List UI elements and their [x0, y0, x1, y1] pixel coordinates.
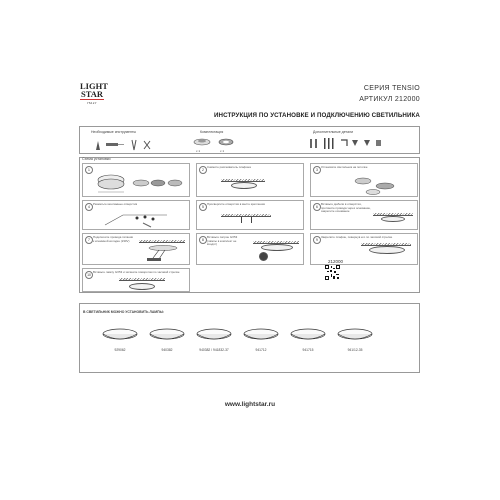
lamp-fixture-2	[149, 328, 185, 344]
step-text: Вставьте лампу GX53 и затяните поворотом по часовой стрелке	[93, 270, 180, 274]
fixture-dimensions-diagram	[95, 170, 189, 196]
lamp-label-4: 941712	[255, 348, 267, 352]
fixture-base	[231, 182, 257, 189]
kit-qty-2: х 1	[220, 149, 225, 153]
lamp-label-6: 941/12-35	[347, 348, 363, 352]
scheme-label: Схема установки	[82, 157, 111, 161]
brand-line-1: LIGHT	[80, 81, 108, 91]
step-text: Вставьте дюбели в отверстия, протяните провода через основание, закрепите основание	[321, 202, 371, 214]
step-5	[196, 200, 304, 230]
lamp-fixture-5	[290, 328, 326, 344]
step-text: Установите светильник на потолке	[321, 165, 368, 169]
step-number: 10	[85, 271, 93, 279]
step-number: 8	[199, 236, 207, 244]
fixture-base	[261, 244, 293, 251]
brand-divider	[80, 99, 104, 100]
kit-label: Комплектация	[200, 130, 224, 134]
lamp-fixture-4	[243, 328, 279, 344]
article-number: АРТИКУЛ 212000	[359, 96, 420, 103]
step-1	[82, 163, 190, 197]
mounting-parts-diagram	[351, 174, 411, 196]
website-link[interactable]: www.lightstar.ru	[224, 401, 276, 408]
step-text: Разметьте монтажные отверстия	[93, 202, 138, 206]
step-number: 2	[199, 166, 207, 174]
step-10	[82, 268, 190, 292]
lamp-fixture-3	[196, 328, 232, 344]
lamp-label-2: 940382	[161, 348, 173, 352]
step-number: 9	[313, 236, 321, 244]
step-text: Закрепите плафон, повернув его по часовой стрелке	[321, 235, 393, 239]
step-6	[310, 200, 418, 230]
extra-parts-icon	[308, 136, 388, 152]
tools-label: Необходимые инструменты	[91, 130, 136, 134]
step-9	[310, 233, 418, 265]
brand-sub: ITALY	[87, 101, 97, 105]
series-name: СЕРИЯ TENSIO	[363, 85, 420, 92]
step-number: 1	[85, 166, 93, 174]
step-text: Подключите провода питания к клеммной колодке (230V)	[93, 235, 133, 243]
step-7	[82, 233, 190, 265]
step-number: 5	[199, 203, 207, 211]
compatible-title: В СВЕТИЛЬНИК МОЖНО УСТАНОВИТЬ ЛАМПЫ:	[83, 310, 165, 314]
step-number: 7	[85, 236, 93, 244]
installation-scheme	[79, 157, 420, 293]
lamp-socket	[259, 252, 268, 261]
drill-diagram	[227, 217, 267, 227]
lamp	[129, 283, 155, 290]
document-title: ИНСТРУКЦИЯ ПО УСТАНОВКЕ И ПОДКЛЮЧЕНИЮ СВЕТИЛЬНИКА	[214, 112, 420, 119]
sku-label: 212000	[328, 259, 344, 264]
series-block	[359, 83, 420, 105]
lamp-fixture-1	[102, 328, 138, 344]
qr-code-icon	[325, 265, 340, 280]
fixture-cover	[369, 246, 405, 254]
lamp-label-1: 929062	[114, 348, 126, 352]
step-number: 6	[313, 203, 321, 211]
step-number: 4	[85, 203, 93, 211]
lamp-label-5: 941715	[302, 348, 314, 352]
step-text: Вставьте патрон GX53 (лампы в комплект не входят)	[207, 235, 238, 247]
tools-icon	[92, 138, 172, 152]
step-8	[196, 233, 304, 265]
step-number: 3	[313, 166, 321, 174]
extra-parts-label: Дополнительные детали	[313, 130, 354, 134]
step-3	[310, 163, 418, 197]
wiring-diagram	[139, 244, 189, 264]
fixture-base	[381, 216, 405, 222]
brand-line-2: STAR	[80, 89, 104, 99]
ceiling	[119, 278, 165, 281]
kit-parts-icon	[192, 136, 240, 150]
parts-panel	[79, 126, 420, 154]
compatible-lamps-panel	[79, 303, 420, 373]
step-4	[82, 200, 190, 230]
step-text: Просверлите отверстия в месте крепления	[207, 202, 265, 206]
step-2	[196, 163, 304, 197]
lamp-fixture-6	[337, 328, 373, 344]
ceiling	[139, 240, 185, 243]
lamp-label-3: 940382 / 941832-37	[199, 348, 229, 352]
brand-logo	[80, 81, 108, 105]
marking-diagram	[103, 211, 173, 229]
step-text: Снимите рассеиватель плафона	[207, 165, 251, 169]
kit-qty-1: х 1	[196, 149, 201, 153]
